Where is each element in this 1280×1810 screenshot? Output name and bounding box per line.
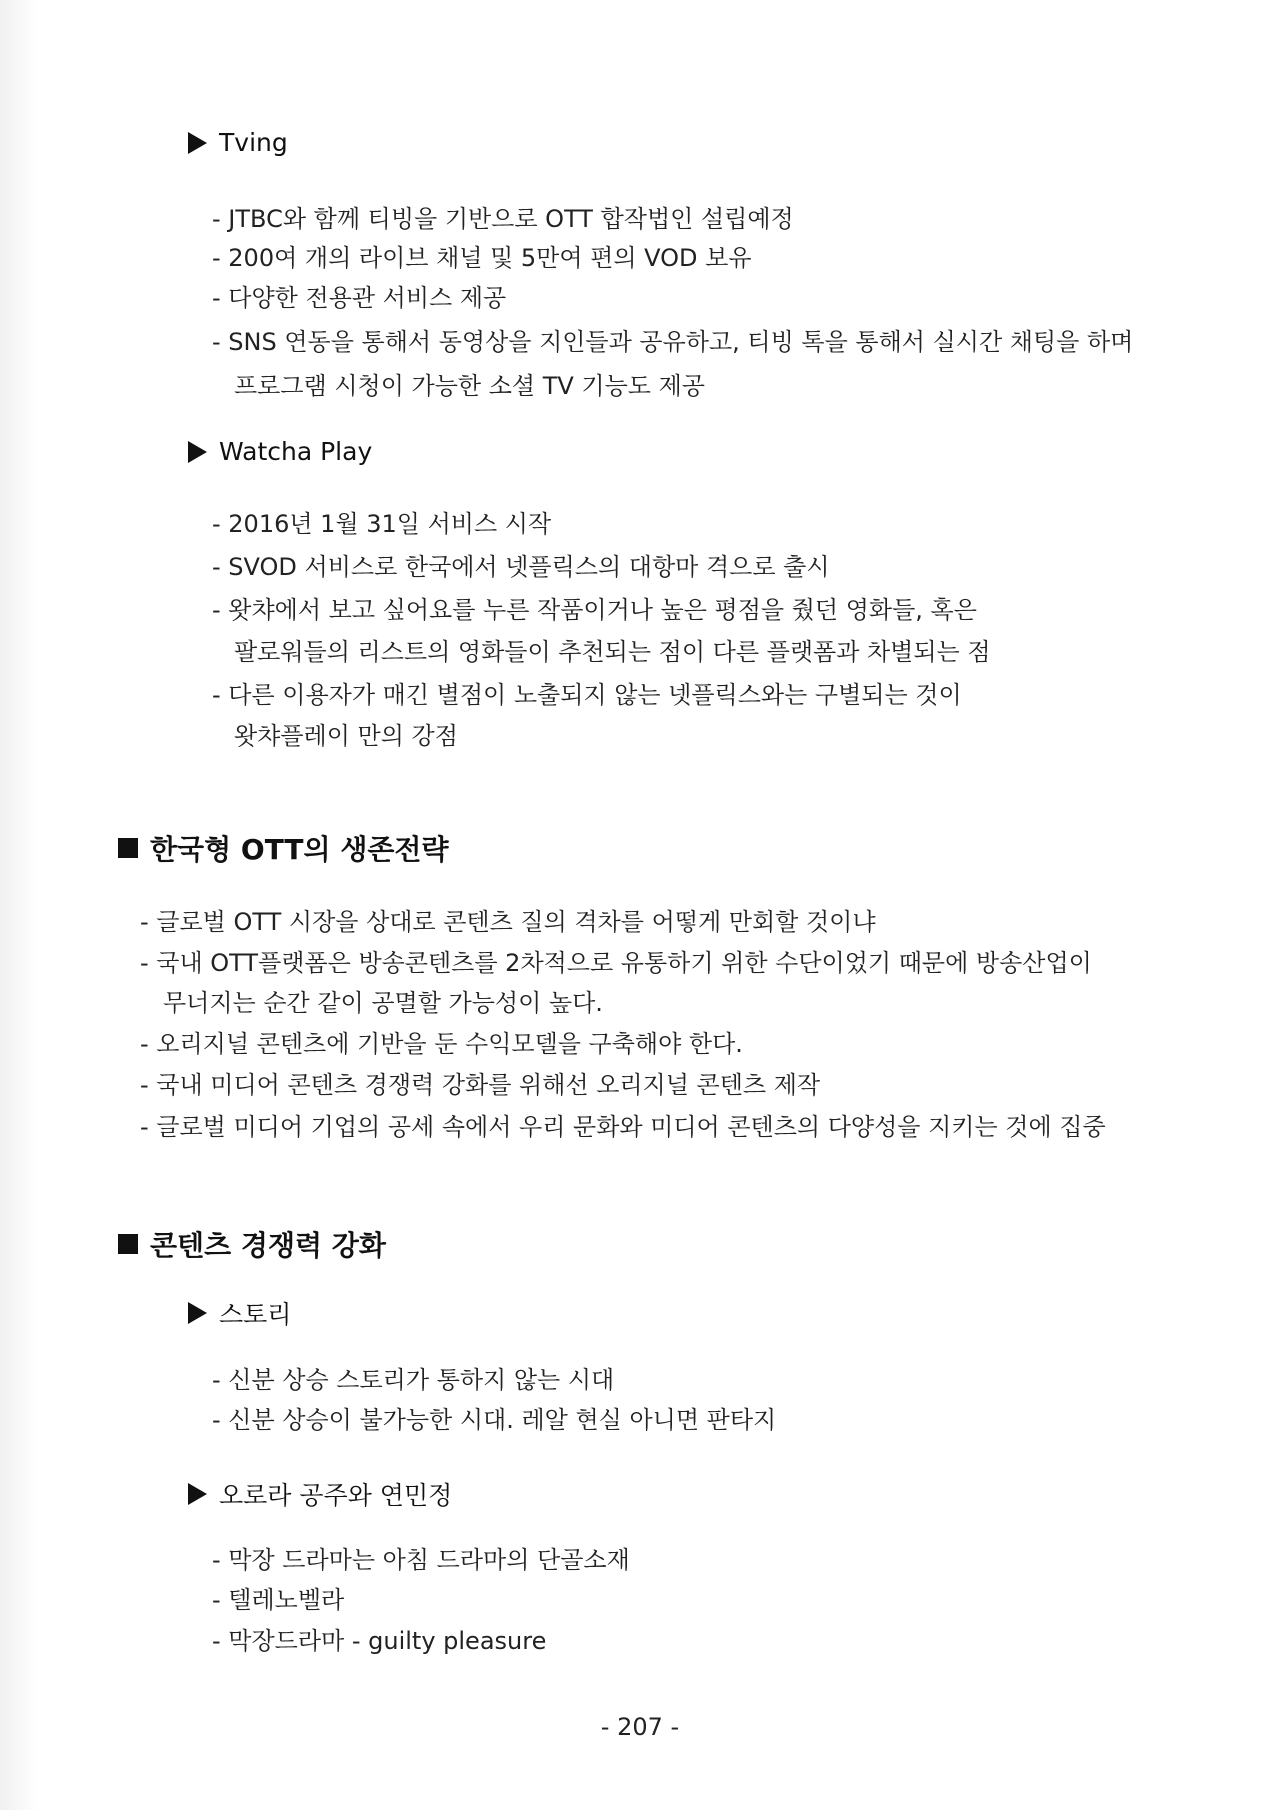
triangle-bullet-icon: [188, 1302, 207, 1324]
tving-item-4-cont: 프로그램 시청이 가능한 소셜 TV 기능도 제공: [234, 372, 705, 400]
watcha-item-4: - 다른 이용자가 매긴 별점이 노출되지 않는 넷플릭스와는 구별되는 것이: [212, 681, 962, 709]
triangle-bullet-icon: [188, 1483, 207, 1505]
aurora-heading: [188, 1476, 452, 1512]
tving-item-3: - 다양한 전용관 서비스 제공: [212, 284, 507, 312]
watcha-title: Watcha Play: [219, 437, 373, 466]
story-heading: [188, 1295, 291, 1331]
strategy-item-1: - 글로벌 OTT 시장을 상대로 콘텐츠 질의 격차를 어떻게 만회할 것이냐: [140, 908, 876, 936]
strategy-item-2-cont: 무너지는 순간 같이 공멸할 가능성이 높다.: [163, 989, 603, 1017]
scan-edge-shadow: [0, 0, 40, 1810]
story-item-1: - 신분 상승 스토리가 통하지 않는 시대: [212, 1366, 615, 1394]
aurora-item-2: - 텔레노벨라: [212, 1586, 345, 1614]
watcha-item-3-cont: 팔로워들의 리스트의 영화들이 추천되는 점이 다른 플랫폼과 차별되는 점: [234, 638, 991, 666]
strategy-item-2: - 국내 OTT플랫폼은 방송콘텐츠를 2차적으로 유통하기 위한 수단이었기 때문에 방송산업이: [140, 949, 1092, 977]
watcha-item-1: - 2016년 1월 31일 서비스 시작: [212, 510, 552, 538]
tving-item-4: - SNS 연동을 통해서 동영상을 지인들과 공유하고, 티빙 톡을 통해서 실시간 채팅을 하며: [212, 328, 1134, 356]
watcha-item-2: - SVOD 서비스로 한국에서 넷플릭스의 대항마 격으로 출시: [212, 553, 830, 581]
watcha-item-3: - 왓챠에서 보고 싶어요를 누른 작품이거나 높은 평점을 줬던 영화들, 혹은: [212, 596, 977, 624]
strategy-heading: [118, 828, 449, 868]
square-bullet-icon: [118, 838, 138, 858]
tving-item-1: - JTBC와 함께 티빙을 기반으로 OTT 합작법인 설립예정: [212, 205, 794, 233]
triangle-bullet-icon: [188, 441, 207, 463]
aurora-item-3: - 막장드라마 - guilty pleasure: [212, 1627, 547, 1655]
tving-item-2: - 200여 개의 라이브 채널 및 5만여 편의 VOD 보유: [212, 244, 752, 272]
story-title: 스토리: [219, 1300, 292, 1329]
strategy-item-3: - 오리지널 콘텐츠에 기반을 둔 수익모델을 구축해야 한다.: [140, 1030, 743, 1058]
aurora-title: 오로라 공주와 연민정: [219, 1481, 453, 1510]
watcha-item-4-cont: 왓챠플레이 만의 강점: [234, 722, 458, 750]
content-title: 콘텐츠 경쟁력 강화: [150, 1229, 386, 1262]
tving-title: Tving: [219, 128, 288, 157]
page-number: - 207 -: [600, 1713, 680, 1741]
strategy-title: 한국형 OTT의 생존전략: [150, 833, 449, 866]
content-heading: [118, 1224, 386, 1264]
square-bullet-icon: [118, 1234, 138, 1254]
strategy-item-5: - 글로벌 미디어 기업의 공세 속에서 우리 문화와 미디어 콘텐츠의 다양성을 지키는 것에 집중: [140, 1113, 1106, 1141]
story-item-2: - 신분 상승이 불가능한 시대. 레알 현실 아니면 판타지: [212, 1406, 777, 1434]
strategy-item-4: - 국내 미디어 콘텐츠 경쟁력 강화를 위해선 오리지널 콘텐츠 제작: [140, 1071, 821, 1099]
tving-heading: [188, 128, 288, 157]
triangle-bullet-icon: [188, 132, 207, 154]
watcha-heading: [188, 437, 372, 466]
aurora-item-1: - 막장 드라마는 아침 드라마의 단골소재: [212, 1546, 630, 1574]
